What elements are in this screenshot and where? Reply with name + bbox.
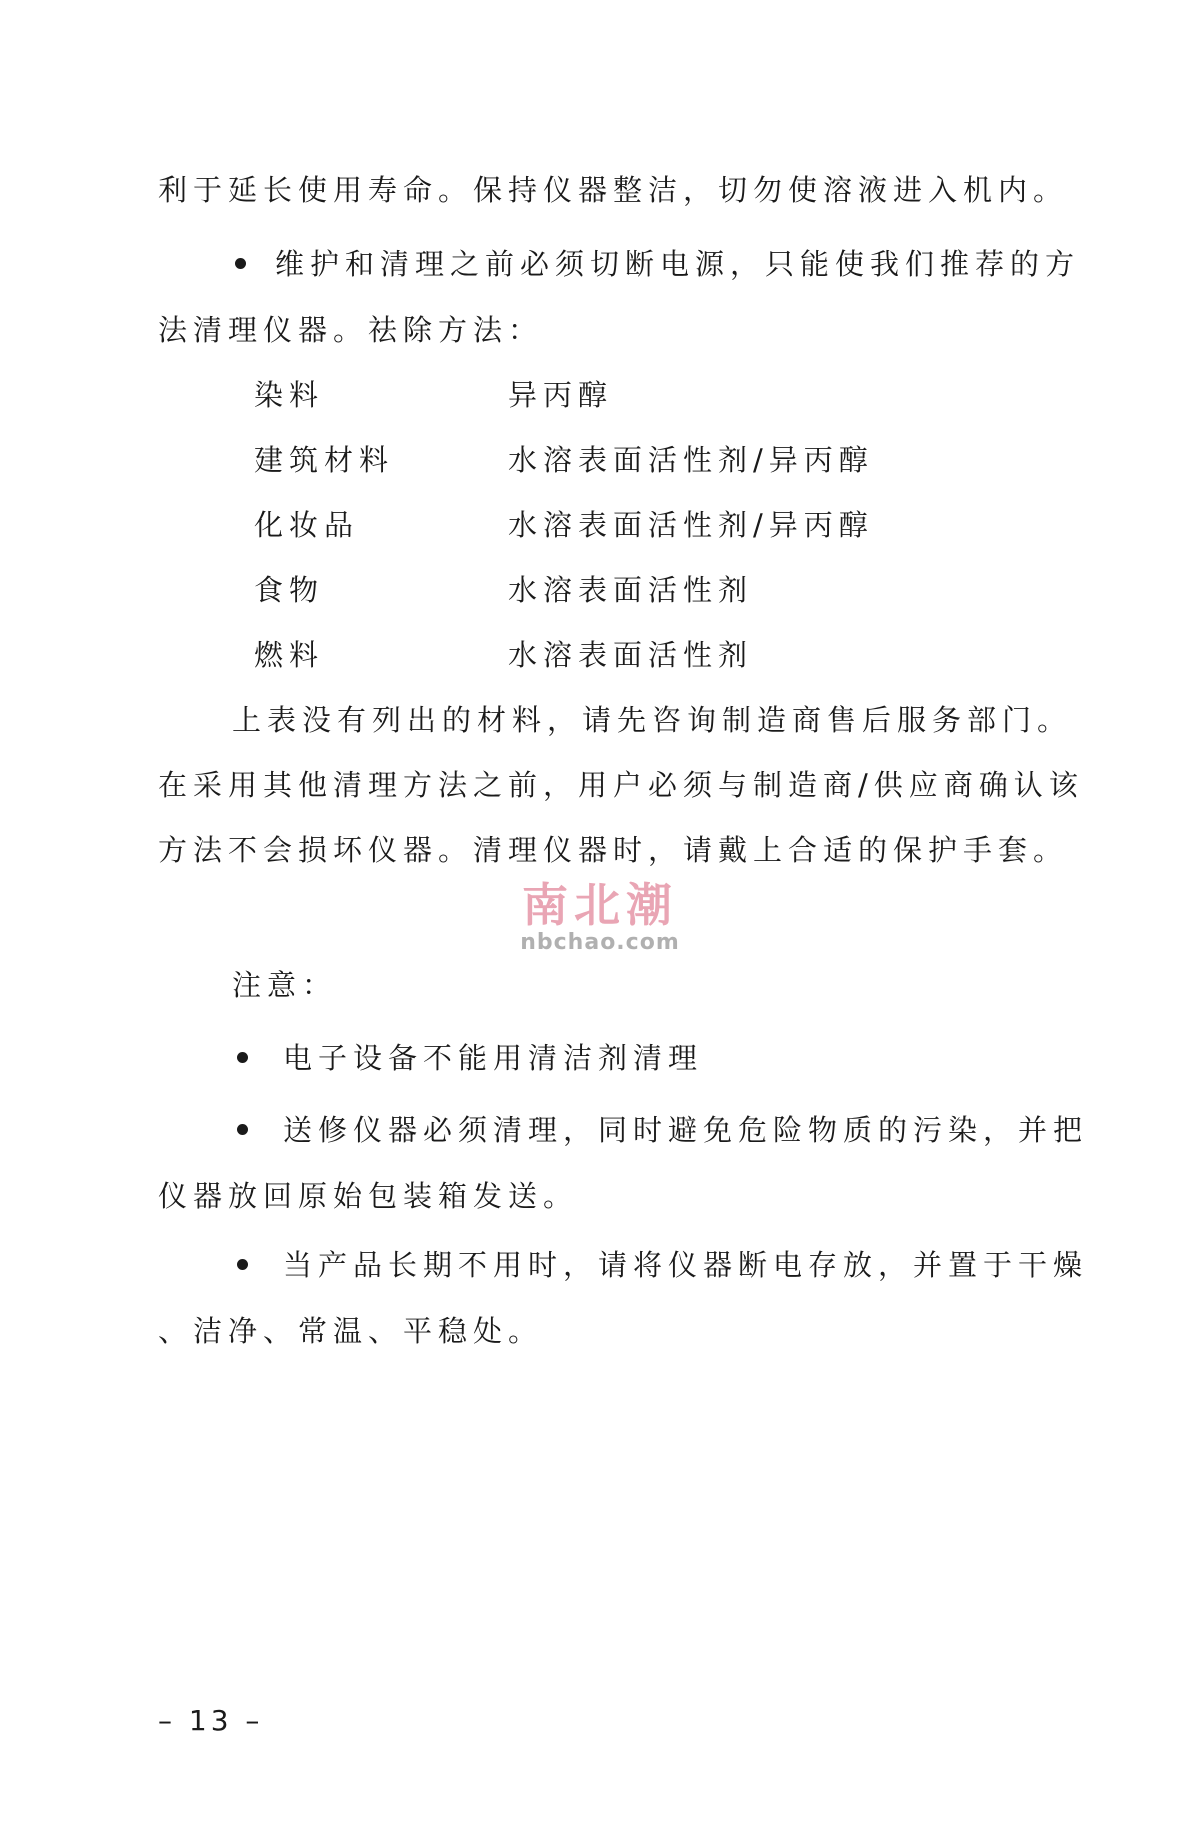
paragraph-line: 利于延长使用寿命。保持仪器整洁，切勿使溶液进入机内。 (158, 173, 1069, 207)
bullet-icon (237, 1052, 248, 1063)
paragraph-line: 上表没有列出的材料，请先咨询制造商售后服务部门。 (232, 703, 1073, 737)
table-cell-method: 水溶表面活性剂/异丙醇 (508, 508, 874, 542)
bullet-icon (237, 1259, 248, 1270)
bullet-paragraph-line: 维护和清理之前必须切断电源，只能使我们推荐的方 (275, 247, 1081, 281)
table-cell-material: 化妆品 (254, 508, 360, 542)
watermark-en-text: nbchao.com (520, 930, 680, 955)
notes-heading: 注意： (232, 968, 338, 1002)
note-item-continuation: 、洁净、常温、平稳处。 (158, 1314, 544, 1348)
watermark-cn-text: 南北潮 (522, 878, 678, 932)
table-cell-method: 水溶表面活性剂 (508, 573, 754, 607)
table-cell-material: 食物 (254, 573, 325, 607)
paragraph-line: 在采用其他清理方法之前，用户必须与制造商/供应商确认该 (158, 768, 1084, 802)
paragraph-line: 方法不会损坏仪器。清理仪器时，请戴上合适的保护手套。 (158, 833, 1069, 867)
bullet-icon (235, 258, 246, 269)
table-cell-material: 染料 (254, 378, 325, 412)
note-item-continuation: 仪器放回原始包装箱发送。 (158, 1179, 579, 1213)
note-item: 电子设备不能用清洁剂清理 (283, 1041, 704, 1075)
table-cell-material: 建筑材料 (254, 443, 395, 477)
table-cell-material: 燃料 (254, 638, 325, 672)
table-cell-method: 水溶表面活性剂/异丙醇 (508, 443, 874, 477)
bullet-icon (237, 1124, 248, 1135)
paragraph-line: 法清理仪器。祛除方法： (158, 313, 544, 347)
table-cell-method: 水溶表面活性剂 (508, 638, 754, 672)
watermark-logo (510, 880, 690, 956)
note-item: 当产品长期不用时，请将仪器断电存放，并置于干燥 (283, 1248, 1089, 1282)
table-cell-method: 异丙醇 (508, 378, 614, 412)
page-number: – 13 – (158, 1704, 264, 1737)
note-item: 送修仪器必须清理，同时避免危险物质的污染，并把 (283, 1113, 1089, 1147)
